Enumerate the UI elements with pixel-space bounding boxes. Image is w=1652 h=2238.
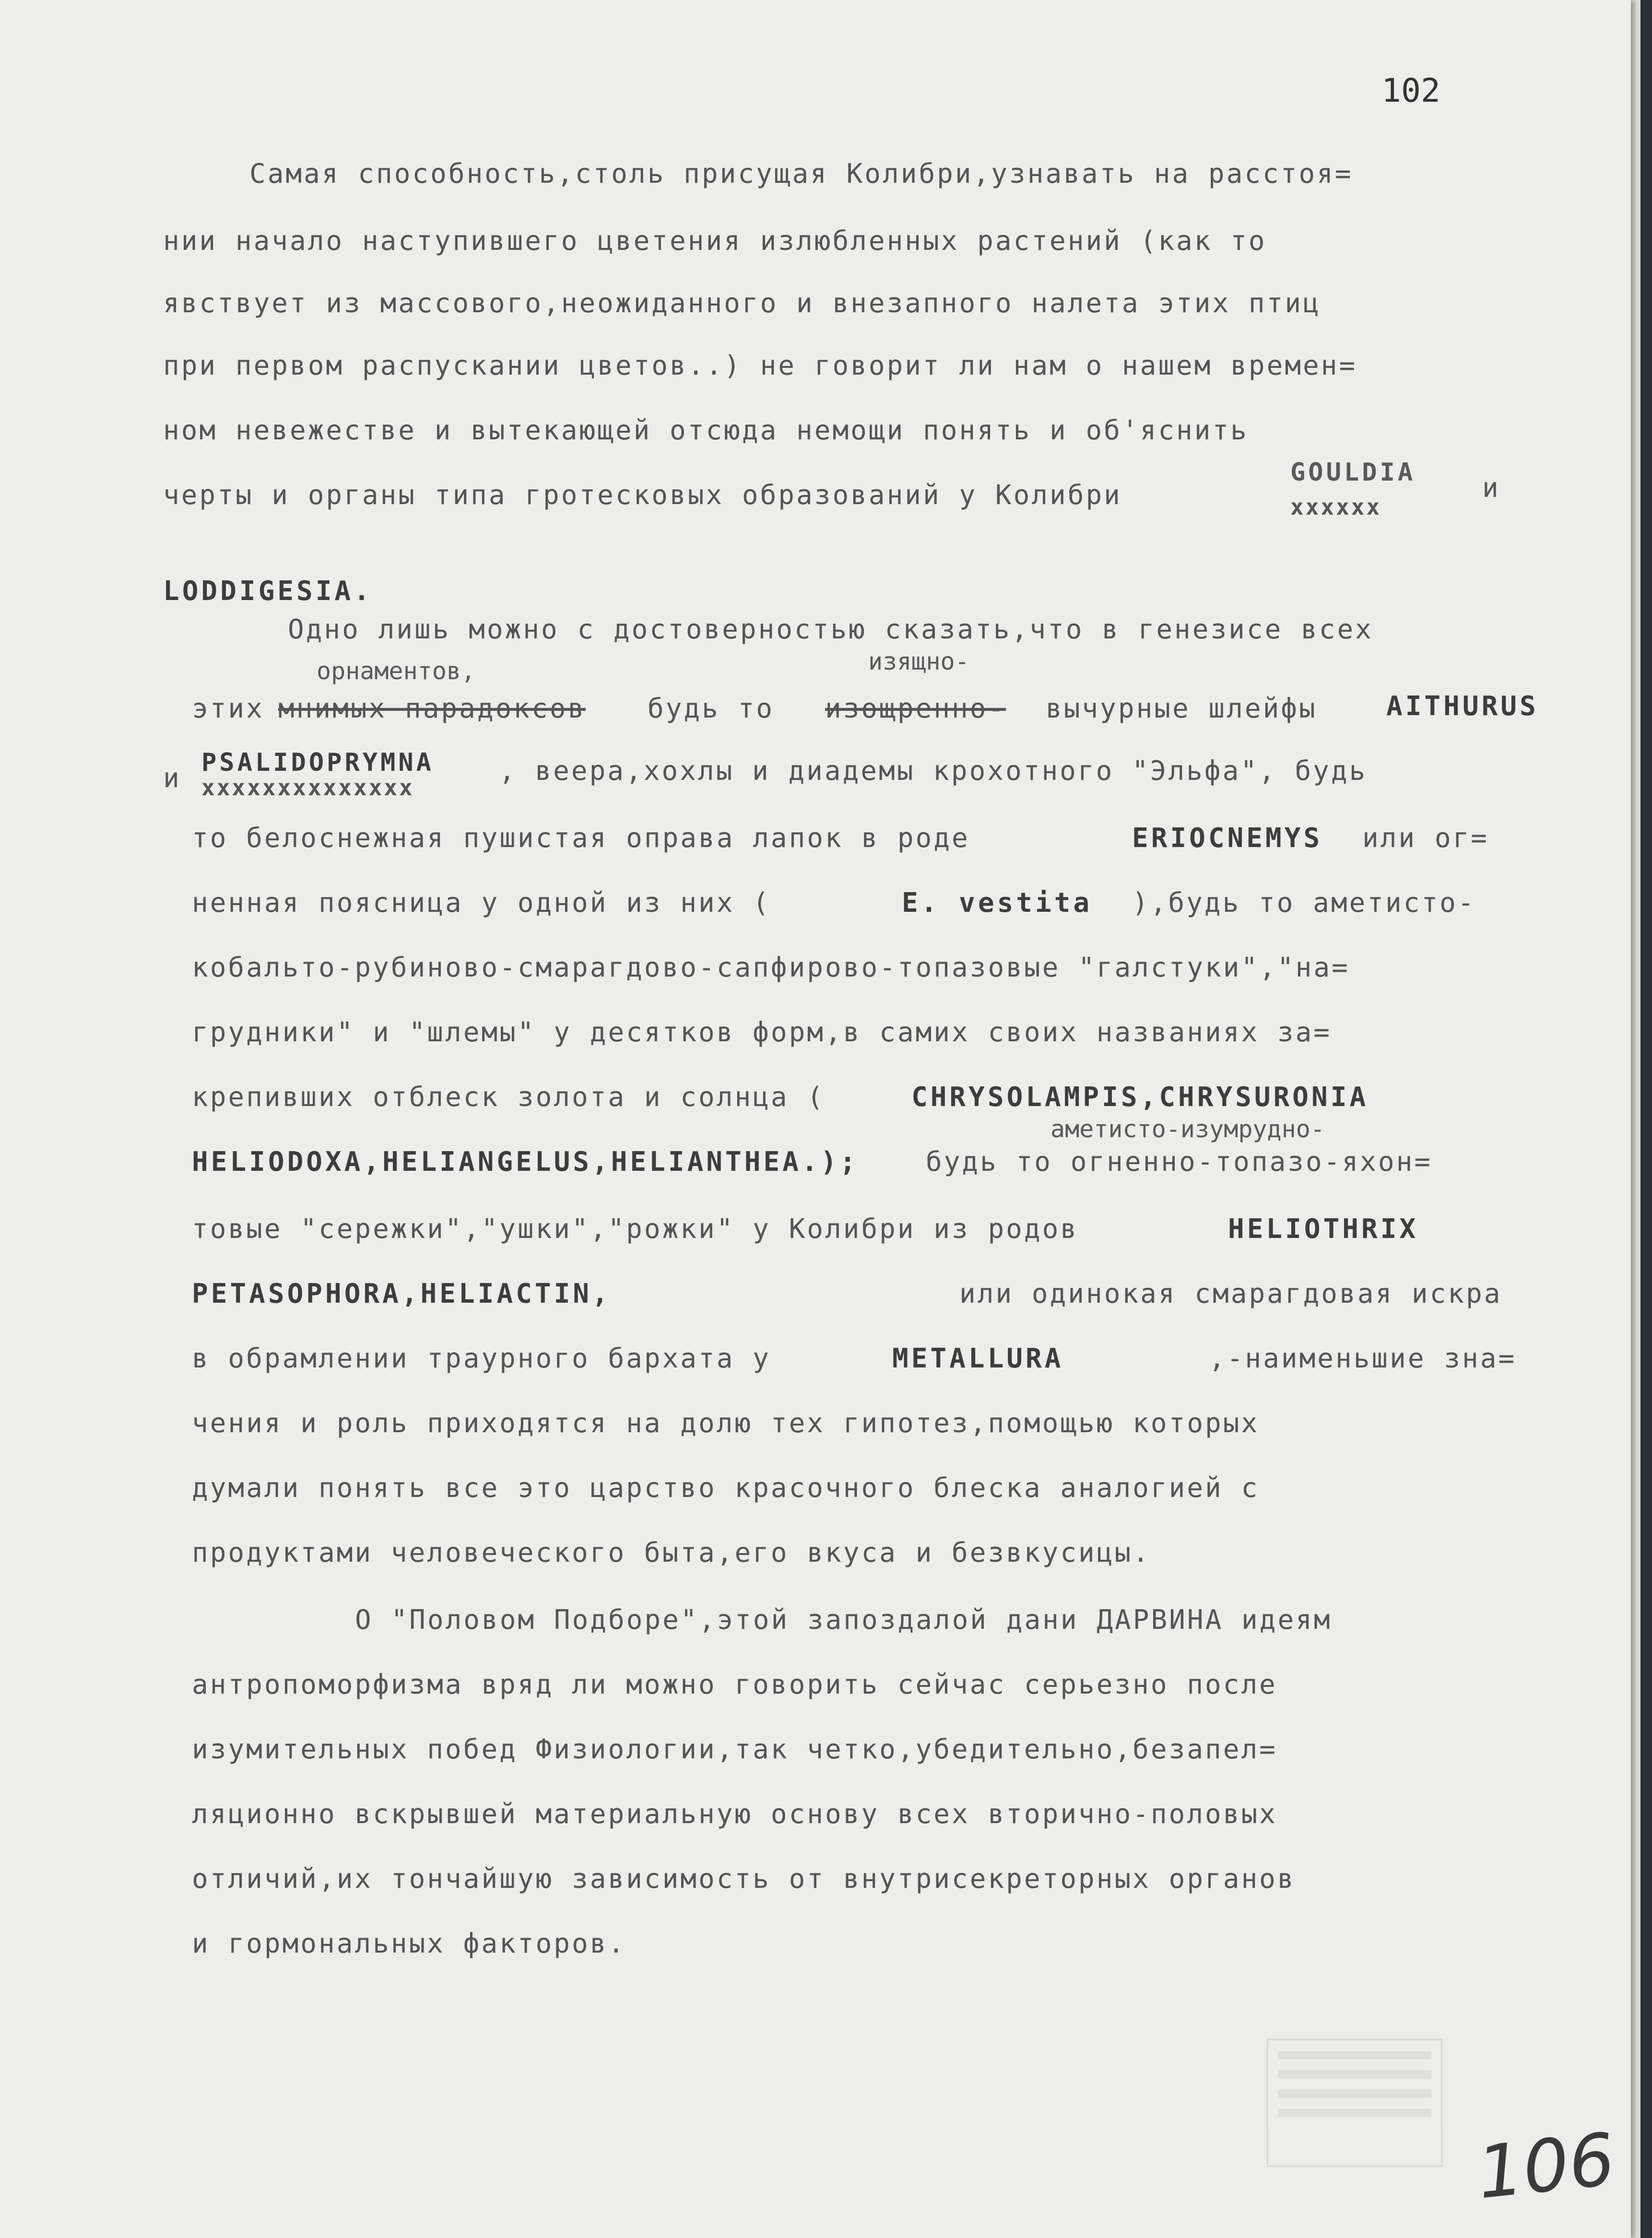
text-line: крепивших отблеск золота и солнца (: [192, 1082, 826, 1113]
text-line: О "Половом Подборе",этой запоздалой дани ДАРВИНА идеям: [355, 1604, 1332, 1636]
text-line: ляционно вскрывшей материальную основу всех вторично-половых: [192, 1799, 1277, 1830]
text-line: , веера,хохлы и диадемы крохотного "Эльфа", будь: [499, 755, 1368, 787]
insertion-ornaments: орнаментов,: [317, 657, 476, 685]
strikeout-x: xxxxxx: [1290, 494, 1382, 520]
text-line: отличий,их тончайшую зависимость от внутрисекреторных органов: [192, 1863, 1296, 1895]
text-line: и: [1482, 472, 1500, 504]
text-line: думали понять все это царство красочного блеска аналогией с: [192, 1472, 1260, 1504]
text-line: будь то: [648, 693, 775, 724]
insertion-gouldia: GOULDIA: [1290, 458, 1416, 487]
page-number: 102: [1381, 72, 1440, 110]
text-line: продуктами человеческого быта,его вкуса и безвкусицы.: [192, 1537, 1151, 1568]
genus-heliothrix: HELIOTHRIX: [1228, 1213, 1419, 1245]
text-line: будь то огненно-топазо-яхон=: [926, 1146, 1433, 1178]
strikeout-imaginary-paradoxes: мнимых парадоксов: [278, 693, 586, 724]
genus-loddigesia: LODDIGESIA.: [163, 576, 373, 607]
strikeout-refined: изощренно-: [825, 693, 1006, 724]
text-line: ,-наименьшие зна=: [1209, 1343, 1517, 1374]
text-line: в обрамлении траурного бархата у: [192, 1343, 771, 1374]
text-line: чения и роль приходятся на долю тех гипотез,помощью которых: [192, 1408, 1260, 1439]
archive-number: 106: [1473, 2118, 1619, 2215]
genus-psalidoprymna: PSALIDOPRYMNA: [201, 748, 434, 777]
text-line: то белоснежная пушистая оправа лапок в роде: [192, 823, 970, 854]
text-line: нии начало наступившего цветения излюбленных растений (как то: [163, 225, 1267, 257]
text-line: черты и органы типа гротесковых образований у Колибри: [163, 480, 1122, 511]
text-line: при первом распускании цветов..) не говорит ли нам о нашем времен=: [163, 350, 1357, 381]
genus-eriocnemys: ERIOCNEMYS: [1132, 823, 1323, 854]
text-line: ненная поясница у одной из них (: [192, 887, 771, 919]
text-line: ),будь то аметисто-: [1132, 887, 1476, 919]
text-line: изумительных побед Физиологии,так четко,убедительно,безапел=: [192, 1734, 1277, 1765]
text-line: или одинокая смарагдовая искра: [959, 1278, 1502, 1309]
text-line: грудники" и "шлемы" у десятков форм,в самих своих названиях за=: [192, 1017, 1332, 1048]
species-e-vestita: E. vestita: [902, 887, 1093, 919]
genus-metallura: METALLURA: [892, 1343, 1064, 1374]
text-line: или ог=: [1362, 823, 1489, 854]
genera-chrysolampis-chrysuronia: CHRYSOLAMPIS,CHRYSURONIA: [911, 1082, 1369, 1113]
genera-heliodoxa: HELIODOXA,HELIANGELUS,HELIANTHEA.);: [192, 1146, 859, 1178]
strikeout-x: xxxxxxxxxxxxxx: [201, 775, 414, 801]
archive-stamp: [1266, 2038, 1443, 2167]
text-line: ном невежестве и вытекающей отсюда немощи понять и об'яснить: [163, 415, 1249, 446]
text-line: Самая способность,столь присущая Колибри,узнавать на расстоя=: [249, 158, 1353, 189]
text-line: вычурные шлейфы: [1046, 693, 1317, 724]
text-line: явствует из массового,неожиданного и внезапного налета этих птиц: [163, 288, 1321, 319]
text-line: этих: [192, 693, 264, 724]
text-line: и гормональных факторов.: [192, 1928, 626, 1959]
insertion-gracefully: изящно-: [868, 648, 969, 675]
text-line: товые "сережки","ушки","рожки" у Колибри из родов: [192, 1213, 1079, 1245]
insertion-amethyst-emerald: аметисто-изумрудно-: [1050, 1115, 1325, 1143]
text-line: антропоморфизма вряд ли можно говорить сейчас серьезно после: [192, 1669, 1277, 1700]
text-line: Одно лишь можно с достоверностью сказать,что в генезисе всех: [288, 614, 1373, 645]
genera-petasophora-heliactin: PETASOPHORA,HELIACTIN,: [192, 1278, 611, 1309]
text-line: и: [163, 763, 181, 794]
text-line: кобальто-рубиново-смарагдово-сапфирово-топазовые "галстуки","на=: [192, 952, 1350, 983]
genus-aithurus: AITHURUS: [1386, 691, 1539, 722]
